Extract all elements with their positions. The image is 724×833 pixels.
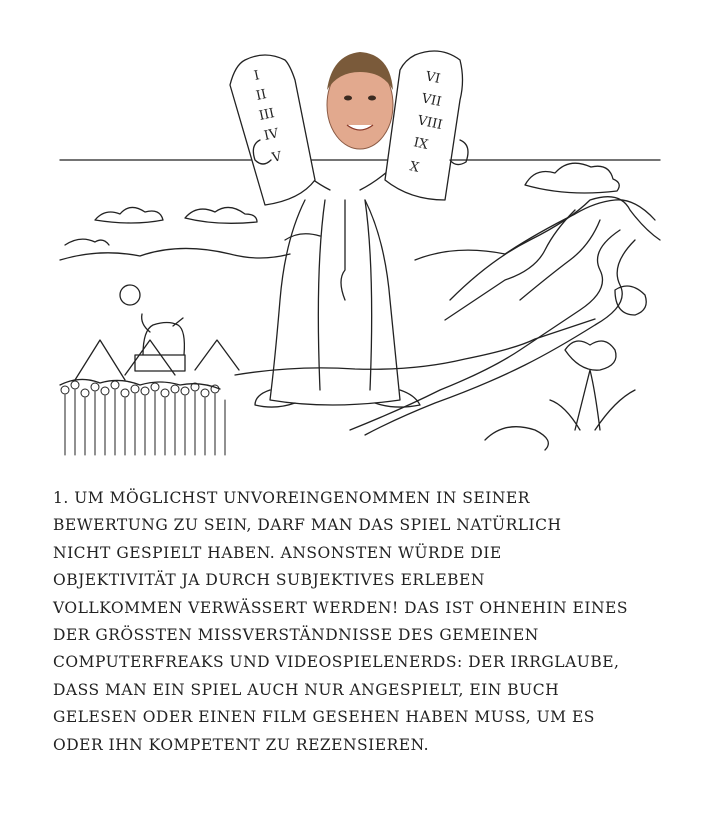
caption-line: VOLLKOMMEN VERWÄSSERT WERDEN! DAS IST OHNEHIN EINES: [53, 598, 628, 617]
caption-line: GELESEN ODER EINEN FILM GESEHEN HABEN MUSS, UM ES: [53, 708, 595, 727]
svg-text:III: III: [257, 106, 276, 124]
caption-line: DASS MAN EIN SPIEL AUCH NUR ANGESPIELT, EIN BUCH: [53, 680, 560, 699]
svg-text:X: X: [408, 159, 421, 176]
caption-line: ODER IHN KOMPETENT ZU REZENSIEREN.: [53, 735, 430, 754]
caption-line: OBJEKTIVITÄT JA DURCH SUBJEKTIVES ERLEBEN: [53, 571, 485, 590]
svg-text:IV: IV: [262, 126, 281, 144]
caption-line: NICHT GESPIELT HABEN. ANSONSTEN WÜRDE DIE: [53, 543, 502, 562]
caption-line: 1. UM MÖGLICHST UNVOREINGENOMMEN IN SEINER: [53, 489, 530, 507]
caption-line: DER GRÖSSTEN MISSVERSTÄNDNISSE DES GEMEINEN: [53, 626, 539, 645]
svg-text:VI: VI: [424, 69, 442, 87]
svg-text:VII: VII: [420, 91, 443, 111]
svg-text:V: V: [270, 149, 284, 166]
caption-text: [53, 485, 673, 759]
svg-text:II: II: [254, 87, 268, 104]
face-photo: [327, 52, 393, 149]
svg-text:I: I: [252, 68, 261, 84]
svg-text:VIII: VIII: [416, 113, 444, 134]
caption-line: COMPUTERFREAKS UND VIDEOSPIELENERDS: DER IRRGLAUBE,: [53, 653, 620, 672]
svg-text:IX: IX: [412, 135, 430, 153]
caption-line: BEWERTUNG ZU SEIN, DARF MAN DAS SPIEL NATÜRLICH: [53, 516, 562, 535]
illustration: [55, 50, 665, 460]
